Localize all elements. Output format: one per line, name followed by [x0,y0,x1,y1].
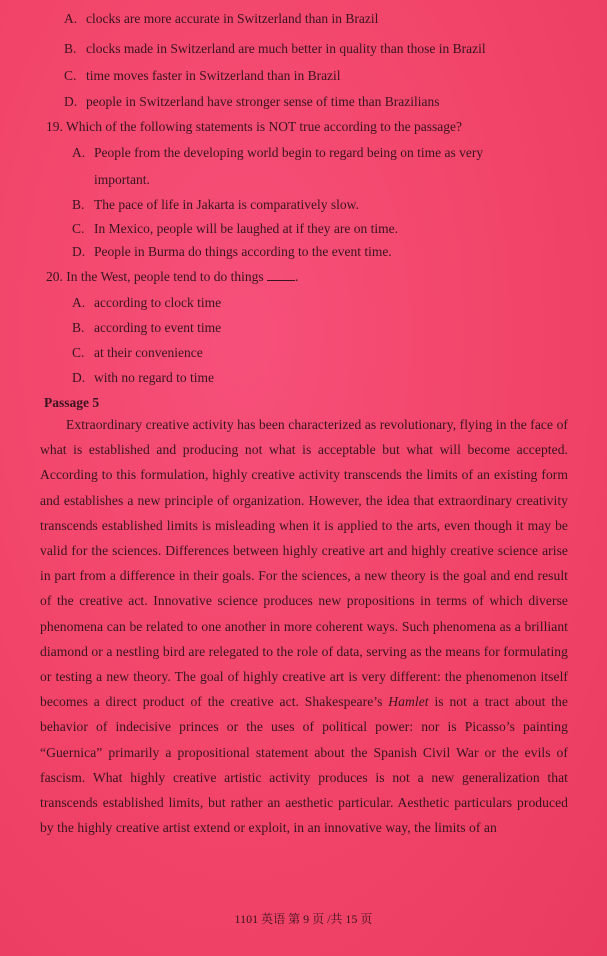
q19-option-a-continuation: important. [94,172,150,187]
q18-option-b: B. clocks made in Switzerland are much better in quality than those in Brazil [64,41,486,56]
q18-option-c: C. time moves faster in Switzerland than in Brazil [64,68,341,83]
q20-option-a: A. according to clock time [72,295,222,310]
q20-option-c: C. at their convenience [72,345,203,360]
q19-option-d: D. People in Burma do things according to the event time. [72,244,392,259]
q20-stem: 20. In the West, people tend to do things . [46,269,299,284]
q19-option-c: C. In Mexico, people will be laughed at if they are on time. [72,221,399,236]
answer-blank [267,268,295,281]
page-footer: 1101 英语 第 9 页 /共 15 页 [234,912,373,926]
q20-option-d: D. with no regard to time [72,370,214,385]
q19-option-b: B. The pace of life in Jakarta is comparatively slow. [72,197,359,212]
q19-option-a: A. People from the developing world begin to regard being on time as very [72,145,484,160]
q20-option-b: B. according to event time [72,320,222,335]
q18-option-d: D. people in Switzerland have stronger sense of time than Brazilians [64,94,440,109]
q19-stem: 19. Which of the following statements is NOT true according to the passage? [46,119,463,134]
passage-paragraph: Extraordinary creative activity has been characterized as revolutionary, flying in the face of what is established and producing not what is acceptable but what will become accepted. According to this formulation, highly creative activity transcends the limits of an existing form and establishes a new principle of organization. However, the idea that extraordinary creativity transcends established limits is misleading when it is applied to the arts, even though it may be valid for the sciences. Differences between highly creative art and highly creative science arise in part from a difference in their goals. For the sciences, a new theory is the goal and end result of the creative act. Innovative science produces new propositions in terms of which diverse phenomena can be related to one another in more coherent ways. Such phenomena as a brilliant diamond or a nestling bird are relegated to the role of data, serving as the means for formulating or testing a new theory. The goal of highly creative art is very different: the phenomenon itself becomes a direct product of the creative act. Shakespeare’s Hamlet is not a tract about the behavior of indecisive princes or the uses of political power: nor is Picasso’s painting “Guernica” primarily a propositional statement about the Spanish Civil War or the evils of fascism. What highly creative artistic activity produces is not a new generalization that transcends established limits, but rather an aesthetic particular. Aesthetic particulars produced by the highly creative artist extend or exploit, in an innovative way, the limits of an [40,417,568,836]
q18-option-a: A. clocks are more accurate in Switzerland than in Brazil [64,11,379,26]
hamlet-title: Hamlet [388,694,429,710]
passage-title: Passage 5 [44,395,100,410]
